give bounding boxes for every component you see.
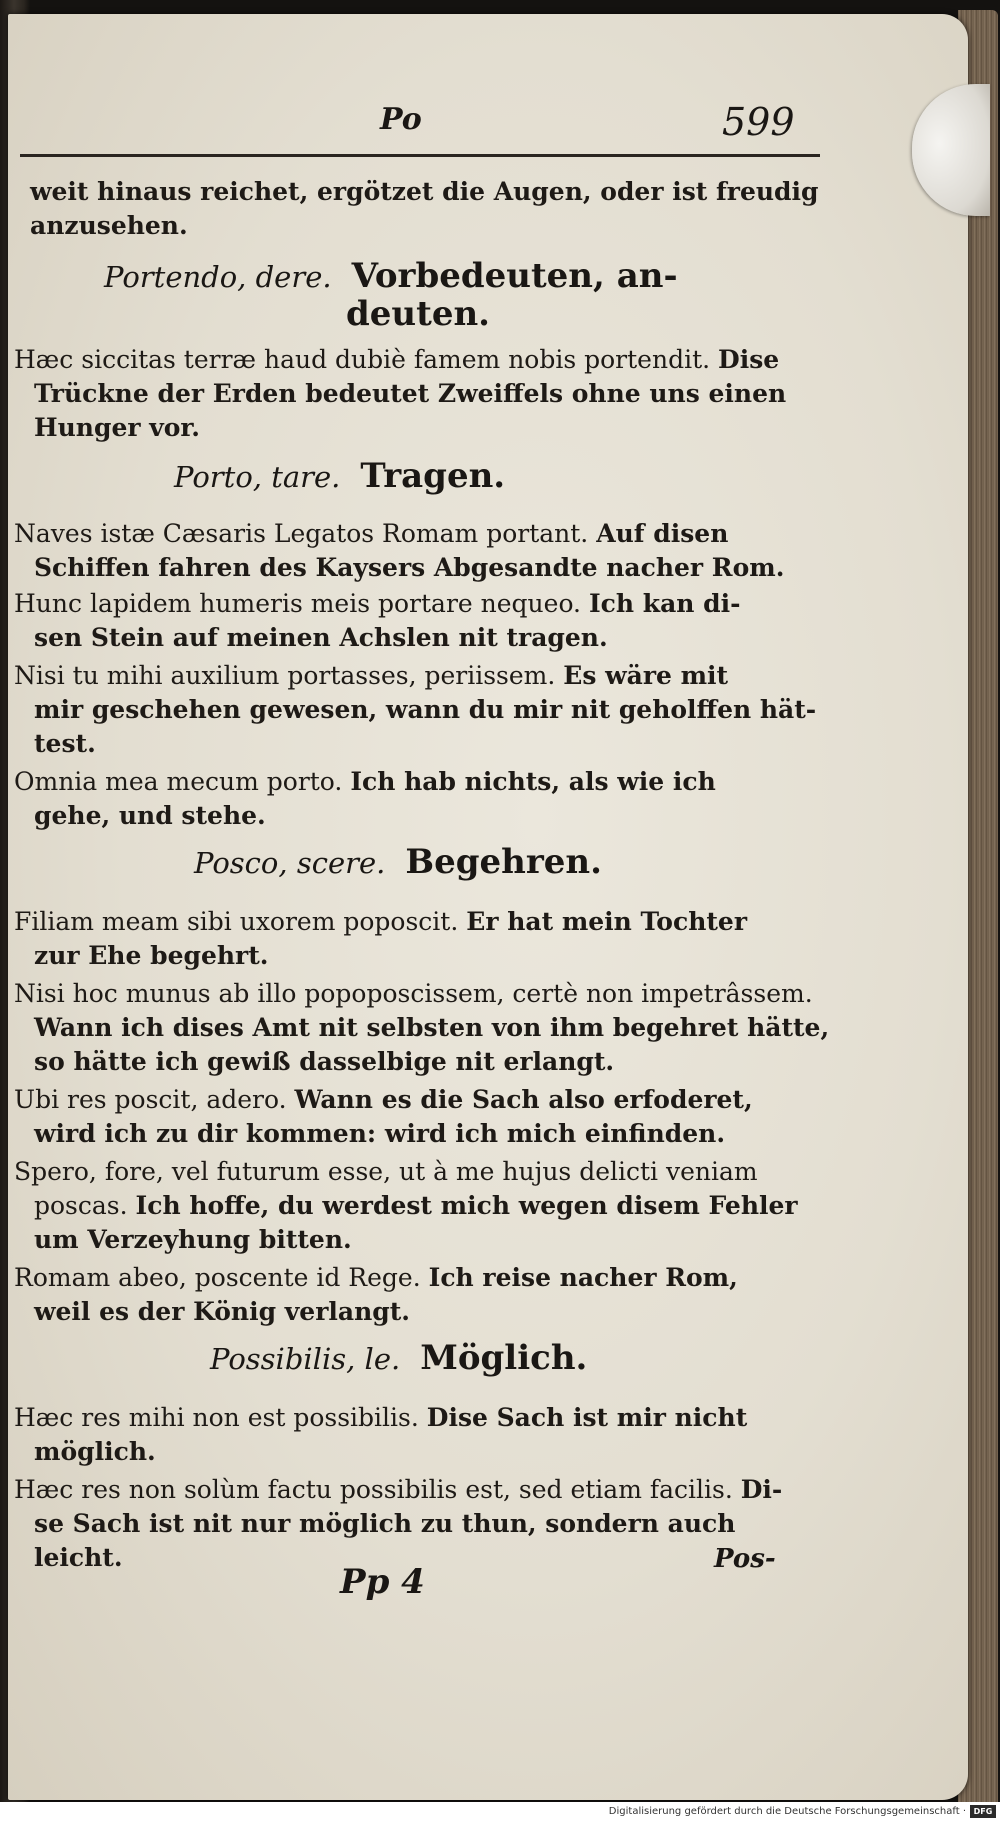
text-line: Hunger vor. xyxy=(34,413,201,442)
text-line: Ubi res poscit, adero. Wann es die Sach also erfoderet, xyxy=(14,1085,753,1114)
header-catchword: Po xyxy=(380,102,422,137)
text-line: poscas. Ich hoffe, du werdest mich wegen disem Fehler xyxy=(34,1191,798,1220)
text-line: Schiffen fahren des Kaysers Abgesandte nacher Rom. xyxy=(34,553,785,582)
text-line: Hæc res mihi non est possibilis. Dise Sach ist mir nicht xyxy=(14,1403,748,1432)
dfg-logo: DFG xyxy=(970,1805,996,1818)
text-line: leicht. xyxy=(34,1543,123,1572)
text-line: weil es der König verlangt. xyxy=(34,1297,410,1326)
footer-catchword: Pos- xyxy=(714,1544,776,1574)
text-line: wird ich zu dir kommen: wird ich mich einfinden. xyxy=(34,1119,726,1148)
text-line: so hätte ich gewiß dasselbige nit erlangt. xyxy=(34,1047,615,1076)
text-line: gehe, und stehe. xyxy=(34,801,266,830)
text-line: anzusehen. xyxy=(30,211,188,240)
text-line: möglich. xyxy=(34,1437,156,1466)
header-rule xyxy=(20,154,820,157)
text-line: Omnia mea mecum porto. Ich hab nichts, als wie ich xyxy=(14,767,716,796)
text-line: Wann ich dises Amt nit selbsten von ihm begehret hätte, xyxy=(34,1013,830,1042)
text-line: Hunc lapidem humeris meis portare nequeo. Ich kan di- xyxy=(14,589,741,618)
text-line: weit hinaus reichet, ergötzet die Augen, oder ist freudig xyxy=(30,177,819,206)
page-number: 599 xyxy=(722,100,795,144)
lemma-heading: Possibilis, le. Möglich. xyxy=(210,1338,588,1378)
text-line: mir geschehen gewesen, wann du mir nit geholffen hät- xyxy=(34,695,817,724)
text-line: um Verzeyhung bitten. xyxy=(34,1225,352,1254)
signature-mark: Pp 4 xyxy=(340,1562,425,1602)
lemma-heading: Porto, tare. Tragen. xyxy=(174,456,506,496)
text-line: Nisi tu mihi auxilium portasses, periissem. Es wäre mit xyxy=(14,661,729,690)
text-line: Filiam meam sibi uxorem poposcit. Er hat mein Tochter xyxy=(14,907,747,936)
text-line: Nisi hoc munus ab illo popoposcissem, certè non impetrâssem. xyxy=(14,979,813,1008)
text-line: Spero, fore, vel futurum esse, ut à me hujus delicti veniam xyxy=(14,1157,758,1186)
text-line: sen Stein auf meinen Achslen nit tragen. xyxy=(34,623,608,652)
lemma-heading: Portendo, dere. Vorbedeuten, an- xyxy=(104,256,678,296)
text-line: Trückne der Erden bedeutet Zweiffels ohne uns einen xyxy=(34,379,787,408)
lemma-heading: deuten. xyxy=(346,294,491,334)
funding-credit: Digitalisierung gefördert durch die Deutsche Forschungsgemeinschaft · xyxy=(608,1806,966,1817)
text-line: se Sach ist nit nur möglich zu thun, sondern auch xyxy=(34,1509,736,1538)
text-line: Hæc siccitas terræ haud dubiè famem nobis portendit. Dise xyxy=(14,345,780,374)
text-line: Romam abeo, poscente id Rege. Ich reise nacher Rom, xyxy=(14,1263,738,1292)
text-line: Hæc res non solùm factu possibilis est, sed etiam facilis. Di- xyxy=(14,1475,783,1504)
text-line: Naves istæ Cæsaris Legatos Romam portant. Auf disen xyxy=(14,519,729,548)
lemma-heading: Posco, scere. Begehren. xyxy=(194,842,602,882)
text-line: test. xyxy=(34,729,96,758)
text-line: zur Ehe begehrt. xyxy=(34,941,269,970)
